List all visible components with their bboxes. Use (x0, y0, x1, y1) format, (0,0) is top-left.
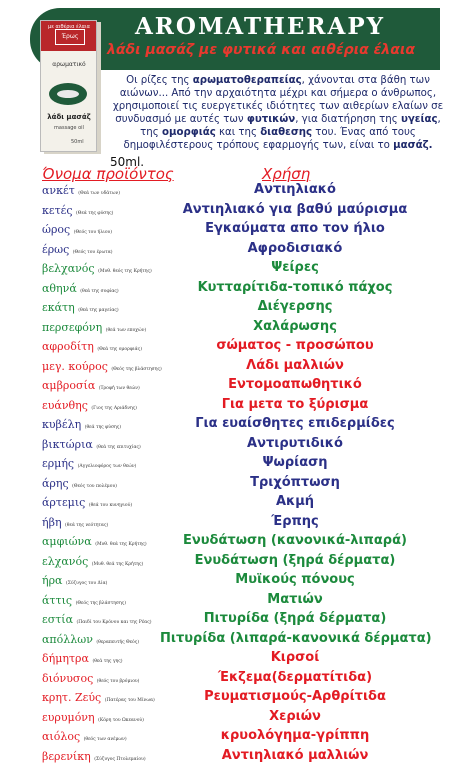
product-use: Αφροδισιακό (247, 240, 343, 256)
product-name-note: (Κόρη του Ωκεανού) (98, 717, 144, 723)
product-use: Αντιρυτιδικό (247, 435, 343, 451)
product-name-text: βερενίκη (42, 749, 91, 763)
product-name-text: άττις (42, 593, 73, 607)
product-name-text: ανκέτ (42, 184, 75, 197)
product-use: Μυϊκούς πόνους (235, 572, 355, 587)
product-name (42, 321, 146, 334)
product-name-note: (Θεά των υδάτων) (78, 191, 120, 196)
product-name (42, 652, 123, 665)
product-name (42, 399, 137, 412)
product-name-note: (Γιος της Αριάδνης) (91, 405, 137, 411)
product-use: Ψωρίαση (262, 455, 328, 470)
product-use: Έρπης (271, 513, 319, 529)
product-name (42, 477, 117, 490)
product-name-text: απόλλων (42, 632, 93, 646)
product-use: Ρευματισμούς-Αρθρίτιδα (204, 689, 386, 704)
product-name-text: ελχανός (42, 554, 89, 568)
product-name-note: (Παιδί του Κρόνου και της Ρέας) (76, 620, 152, 625)
product-use: Αντιηλιακό για βαθύ μαύρισμα (182, 201, 408, 217)
product-name-text: έρως (42, 242, 70, 256)
page-subtitle: λάδι μασάζ με φυτικά και αιθέρια έλαια (107, 42, 415, 58)
product-name-text: ώρος (42, 223, 71, 236)
product-use: Χεριών (269, 708, 321, 724)
product-name-note: (Θεός του ήλιου) (73, 230, 113, 235)
product-use: Ματιών (267, 591, 323, 607)
product-use: Εγκαύματα απο τον ήλιο (205, 221, 385, 236)
product-name-text: κρητ. Ζεύς (42, 691, 102, 704)
product-name (42, 730, 127, 743)
product-use: Αντιηλιακό (254, 182, 336, 197)
product-name (42, 223, 112, 236)
product-name-text: αμβροσία (42, 379, 96, 392)
product-name-note: (θεά της επιτυχίας) (96, 444, 141, 450)
product-name-note: (θεά της σοφίας) (80, 288, 119, 294)
product-use: Διέγερσης (257, 299, 333, 314)
product-name-note: (Θεός της βλάστησης) (111, 366, 162, 372)
product-name-text: εκάτη (42, 301, 75, 314)
product-use: Ενυδάτωση (κανονικά-λιπαρά) (183, 533, 407, 548)
product-use: κρυολόγημα-γρίππη (220, 728, 370, 743)
box-logo-icon (49, 83, 87, 105)
product-name-text: ευρυμόνη (42, 710, 95, 724)
product-name-note: (Θεά της ομορφιάς) (97, 347, 142, 352)
product-name-text: αθηνά (42, 281, 77, 295)
product-name-text: βελχανός (42, 262, 95, 275)
product-name (42, 282, 119, 295)
product-use: Αντιηλιακό μαλλιών (221, 747, 369, 763)
product-use: Χαλάρωσης (253, 318, 337, 334)
product-name (42, 418, 121, 431)
product-name-text: άρης (42, 476, 69, 490)
box-volume: 50ml (71, 139, 84, 145)
column-header-name: Όνομα προϊόντος (42, 165, 174, 183)
product-use: Έκζεμα(δερματίτιδα) (217, 669, 373, 685)
product-use: Για μετα το ξύρισμα (221, 396, 369, 412)
product-name-note: (Θεός του έρωτα) (72, 249, 113, 255)
product-use: Κυτταρίτιδα-τοπικό πάχος (197, 279, 393, 295)
product-name (42, 301, 119, 314)
product-name-text: αιόλος (42, 730, 81, 743)
product-name-text: μεγ. κούρος (42, 359, 108, 373)
product-name-text: κυβέλη (42, 418, 82, 431)
box-product-name: λάδι μασάζ (47, 113, 91, 121)
box-top-text: με αιθέρια έλαια (48, 24, 90, 30)
product-name (42, 672, 139, 685)
product-name-note: (Μυθ. θεός της Κρήτης) (98, 269, 152, 274)
product-name (42, 243, 113, 256)
product-name-text: κετές (42, 203, 73, 217)
product-name (42, 750, 146, 763)
product-name (42, 438, 141, 451)
product-name (42, 535, 147, 548)
product-name (42, 262, 152, 275)
product-name-note: (Θεός του πολέμου) (72, 483, 117, 489)
product-name-text: δήμητρα (42, 652, 89, 665)
product-name-text: αμφιώνα (42, 535, 92, 548)
product-name-text: διόνυσος (42, 671, 94, 685)
product-name-note: (Σύζυγος του Δία) (66, 581, 108, 586)
intro-paragraph: Οι ρίζες της αρωματοθεραπείας, χάνονται στα βάθη των αιώνων... Από την αρχαιότητα μέχρι και σήμερα ο άνθρωπος, χρησιμοποιεί τις ευεργετικές ιδιότητες των αιθερίων ελαίων σε συνδυασμό με αυτές των φυτικών, για διατήρηση της υγείας, της ομορφιάς και της διαθεσης του. Ένας από τους δημοφιλέστερους τρόπους εφαρμογής των, είναι το μασάζ. (112, 75, 444, 151)
product-use: Ψείρες (271, 260, 319, 275)
product-name (42, 613, 151, 626)
product-use: Λάδι μαλλιών (246, 357, 344, 373)
product-name-note: (Τροφή των θεών) (98, 386, 140, 391)
product-name-note: (Θεός της βλάστησης) (75, 600, 126, 606)
product-name-note: (Μυθ. θεά της Κρήτης) (95, 542, 147, 547)
product-name-text: ήρα (42, 574, 63, 587)
box-line1: αρωματικό (52, 61, 86, 68)
product-name-text: ήβη (42, 515, 62, 529)
product-use: σώματος - προσώπου (216, 338, 374, 353)
product-name-note: (Πατέρας του Μίνωα) (104, 698, 155, 703)
product-use: Πιτυρίδα (ξηρά δέρματα) (203, 611, 387, 626)
product-use: Ακμή (275, 494, 315, 509)
product-name (42, 594, 126, 607)
product-name-note: (θεά των εποχών) (105, 327, 147, 333)
product-name (42, 204, 113, 217)
product-name-note: (θεά της φύσης) (84, 425, 122, 430)
product-name-text: βικτώρια (42, 437, 93, 451)
product-name-text: περσεφόνη (42, 320, 103, 334)
page-title: AROMATHERAPY (134, 13, 386, 40)
product-use: Τριχόπτωση (250, 474, 340, 490)
product-name (42, 555, 143, 568)
product-use: Πιτυρίδα (λιπαρά-κανονικά δέρματα) (160, 630, 432, 646)
product-name-note: (θεά της μαγείας) (78, 308, 119, 313)
product-name-note: (Σύζυγος Πτολεμαίου) (94, 756, 146, 762)
column-header-use: Χρήση (262, 165, 311, 183)
product-box-image (40, 20, 97, 152)
product-name-note: (θεά της γης) (92, 659, 123, 664)
product-name-note: (Μυθ. θεά της Κρήτης) (91, 561, 144, 567)
product-name (42, 691, 155, 704)
product-name (42, 379, 140, 392)
product-name-text: εστία (42, 613, 74, 626)
product-name (42, 574, 107, 587)
product-name-text: ευάνθης (42, 398, 88, 412)
product-name-note: (θεά του κυνηγιού) (88, 503, 133, 508)
product-name-text: άρτεμις (42, 496, 86, 509)
product-name (42, 496, 132, 509)
product-use: Κιρσοί (270, 650, 320, 665)
volume-note: 50ml. (110, 155, 145, 169)
product-name-text: ερμής (42, 457, 75, 470)
product-use: Για ευαίσθητες επιδερμίδες (195, 416, 395, 431)
box-small-text: massage oil (54, 125, 84, 131)
product-name-text: αφροδίτη (42, 340, 94, 353)
product-name-note: (θεά της νεότητας) (65, 522, 109, 528)
box-brand: Έρως (55, 29, 85, 45)
product-name (42, 633, 139, 646)
product-name (42, 340, 142, 353)
product-name-note: (θεός των ανέμων) (83, 737, 127, 742)
product-name (42, 184, 120, 197)
product-name (42, 360, 162, 373)
product-name-note: (θεός του βρόμιου) (96, 678, 140, 684)
product-name-note: (Αγγελιοφόρος των θεών) (77, 464, 137, 469)
product-use: Εντομοαπωθητικό (228, 377, 362, 392)
product-use: Ενυδάτωση (ξηρά δέρματα) (194, 552, 396, 568)
product-name-note: (Θεά της φύσης) (76, 210, 114, 216)
product-name-note: (θεραπευτής Θεός) (96, 639, 140, 645)
product-name (42, 516, 108, 529)
product-name (42, 457, 136, 470)
product-name (42, 711, 144, 724)
